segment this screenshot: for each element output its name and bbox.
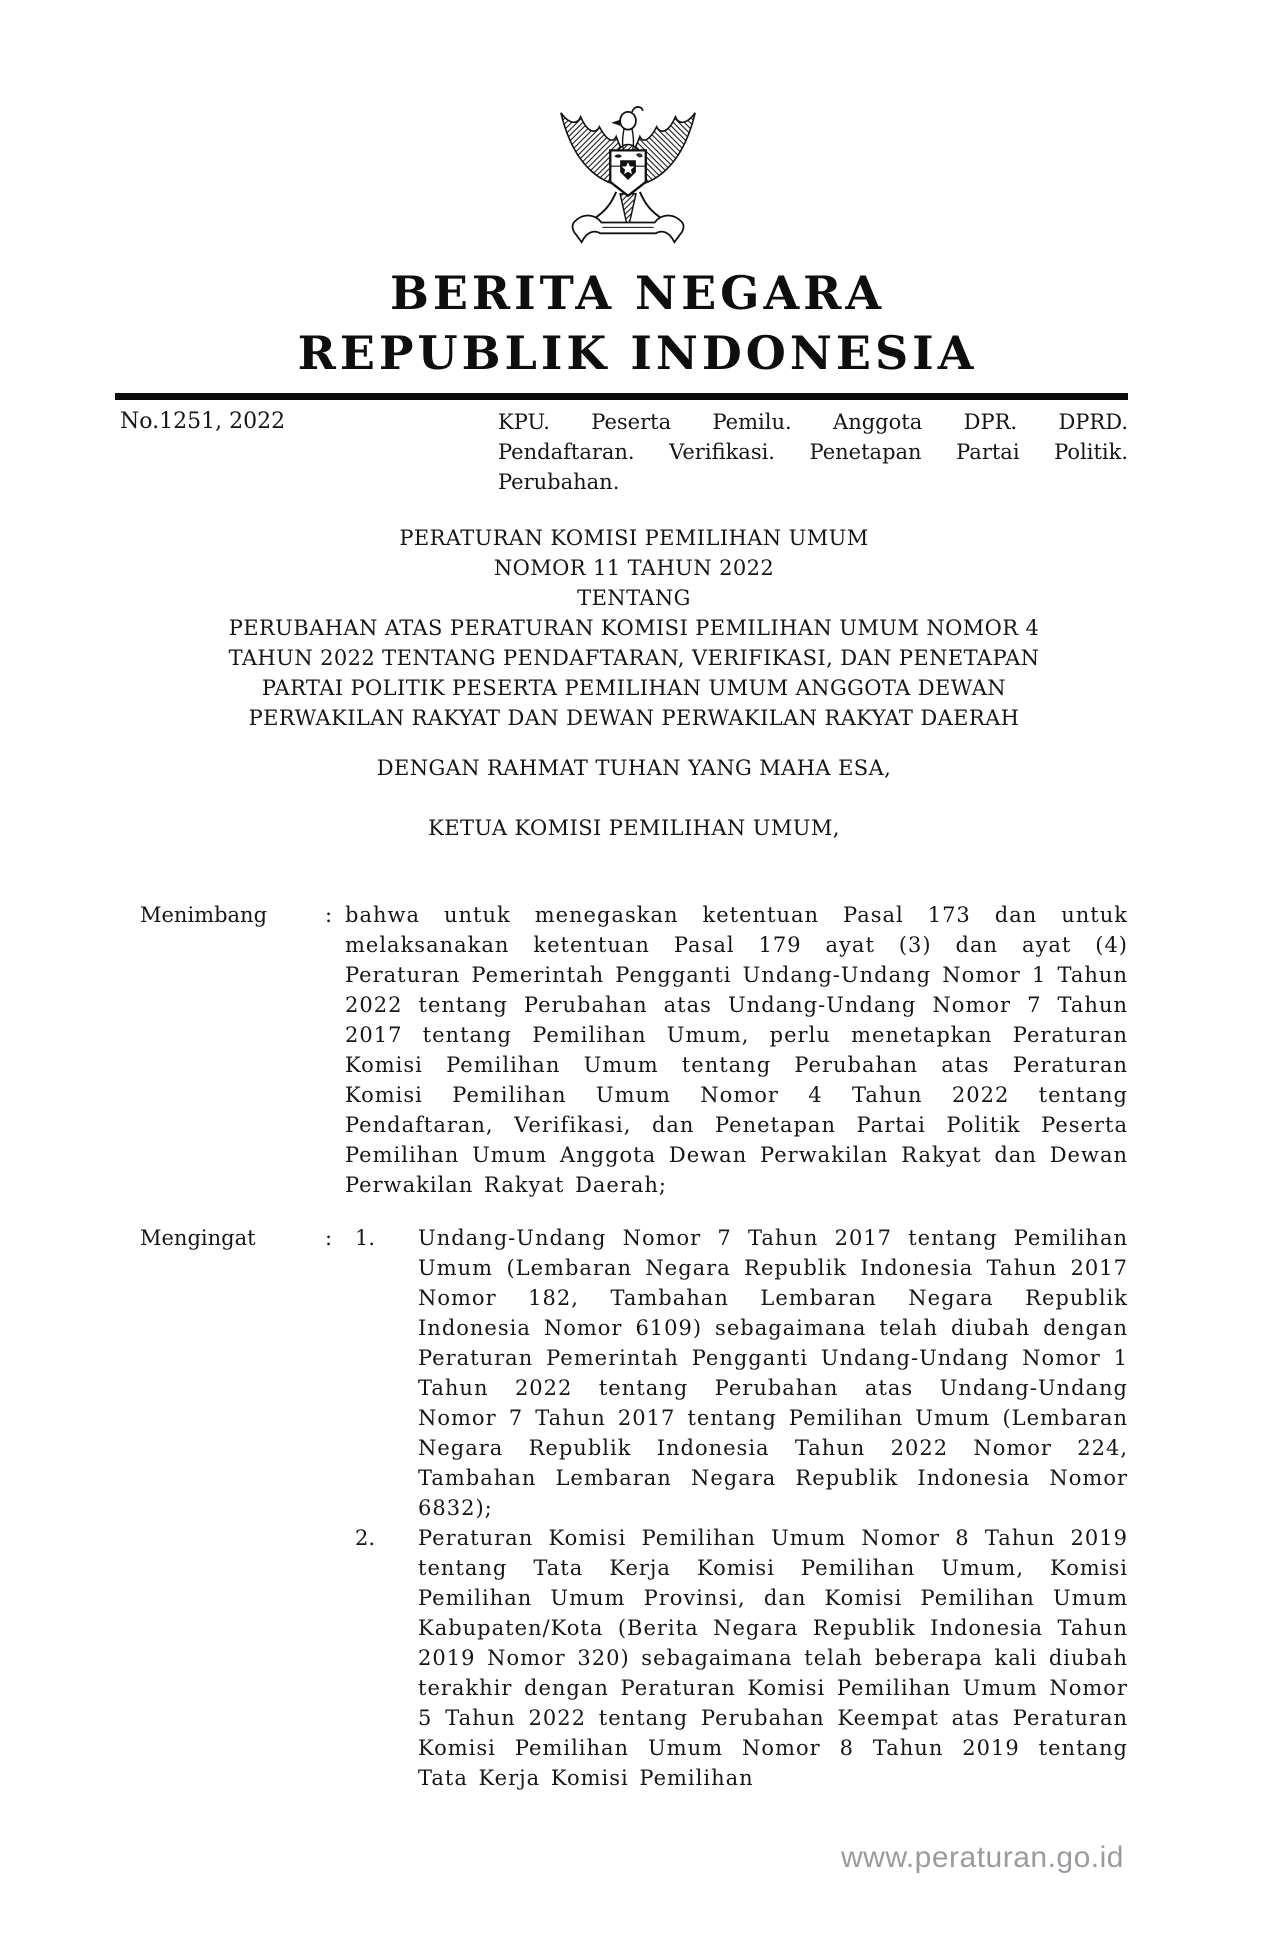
- invocation-line: DENGAN RAHMAT TUHAN YANG MAHA ESA,: [376, 756, 892, 780]
- regulation-title-line: PARTAI POLITIK PESERTA PEMILIHAN UMUM ANGGOTA DEWAN: [261, 676, 1007, 700]
- watermark-url: www.peraturan.go.id: [841, 1841, 1124, 1874]
- recalling-colon: :: [325, 1226, 333, 1250]
- gazette-subject-line: KPU. Peserta Pemilu. Anggota DPR. DPRD.: [498, 410, 1128, 434]
- recalling-item-number: 1.: [355, 1226, 376, 1250]
- divider-rule: [115, 393, 1128, 400]
- recalling-item-text: Undang-Undang Nomor 7 Tahun 2017 tentang Pemilihan Umum (Lembaran Negara Republik Indonesia Tahun 2017 Nomor 182, Tambahan Lembaran Negara Republik Indonesia Nomor 6109) sebagaimana telah diubah dengan Peraturan Pemerintah Pengganti Undang-Undang Nomor 1 Tahun 2022 tentang Perubahan atas Undang-Undang Nomor 7 Tahun 2017 tentang Pemilihan Umum (Lembaran Negara Republik Indonesia Tahun 2022 Nomor 224, Tambahan Lembaran Negara Republik Indonesia Nomor 6832);: [418, 1226, 1128, 1520]
- regulation-title-line: PERWAKILAN RAKYAT DAN DEWAN PERWAKILAN RAKYAT DAERAH: [248, 706, 1020, 730]
- regulation-title-line: TENTANG: [577, 586, 691, 610]
- masthead-title: [0, 263, 1275, 383]
- recalling-item-number: 2.: [355, 1526, 376, 1550]
- recalling-label: Mengingat: [140, 1226, 256, 1250]
- considering-text: bahwa untuk menegaskan ketentuan Pasal 173 dan untuk melaksanakan ketentuan Pasal 179 ayat (3) dan ayat (4) Peraturan Pemerintah Pengganti Undang-Undang Nomor 1 Tahun 2022 tentang Perubahan atas Undang-Undang Nomor 7 Tahun 2017 tentang Pemilihan Umum, perlu menetapkan Peraturan Komisi Pemilihan Umum tentang Perubahan atas Peraturan Komisi Pemilihan Umum Nomor 4 Tahun 2022 tentang Pendaftaran, Verifikasi, dan Penetapan Partai Politik Peserta Pemilihan Umum Anggota Dewan Perwakilan Rakyat dan Dewan Perwakilan Rakyat Daerah;: [345, 903, 1128, 1197]
- gazette-subject: [498, 407, 1128, 497]
- recalling-list: [345, 1223, 1128, 1793]
- regulation-title-line: PERUBAHAN ATAS PERATURAN KOMISI PEMILIHAN UMUM NOMOR 4: [228, 616, 1040, 640]
- gazette-subject-line: Perubahan.: [498, 470, 620, 494]
- masthead-title-line1: BERITA NEGARA: [389, 266, 886, 320]
- authority-line: KETUA KOMISI PEMILIHAN UMUM,: [428, 816, 840, 840]
- recalling-item: [345, 1223, 1128, 1523]
- considering-section: [140, 900, 1128, 1200]
- garuda-pancasila-emblem-icon: [551, 96, 709, 264]
- recalling-item: [345, 1523, 1128, 1793]
- considering-label: Menimbang: [140, 903, 268, 927]
- considering-colon: :: [325, 903, 333, 927]
- recalling-item-text: Peraturan Komisi Pemilihan Umum Nomor 8 Tahun 2019 tentang Tata Kerja Komisi Pemilihan Umum, Komisi Pemilihan Umum Provinsi, dan Komisi Pemilihan Umum Kabupaten/Kota (Berita Negara Republik Indonesia Tahun 2019 Nomor 320) sebagaimana telah beberapa kali diubah terakhir dengan Peraturan Komisi Pemilihan Umum Nomor 5 Tahun 2022 tentang Perubahan Keempat atas Peraturan Komisi Pemilihan Umum Nomor 8 Tahun 2019 tentang Tata Kerja Komisi Pemilihan: [418, 1526, 1128, 1790]
- gazette-number: No.1251, 2022: [120, 409, 286, 434]
- meta-row: [120, 407, 1128, 497]
- regulation-title-line: PERATURAN KOMISI PEMILIHAN UMUM: [399, 526, 869, 550]
- regulation-title: [140, 523, 1128, 733]
- recalling-section: [140, 1223, 1128, 1793]
- regulation-title-line: TAHUN 2022 TENTANG PENDAFTARAN, VERIFIKASI, DAN PENETAPAN: [228, 646, 1040, 670]
- regulation-title-line: NOMOR 11 TAHUN 2022: [493, 556, 775, 580]
- masthead-title-line2: REPUBLIK INDONESIA: [297, 326, 978, 380]
- gazette-subject-line: Pendaftaran. Verifikasi. Penetapan Partai Politik.: [498, 440, 1128, 464]
